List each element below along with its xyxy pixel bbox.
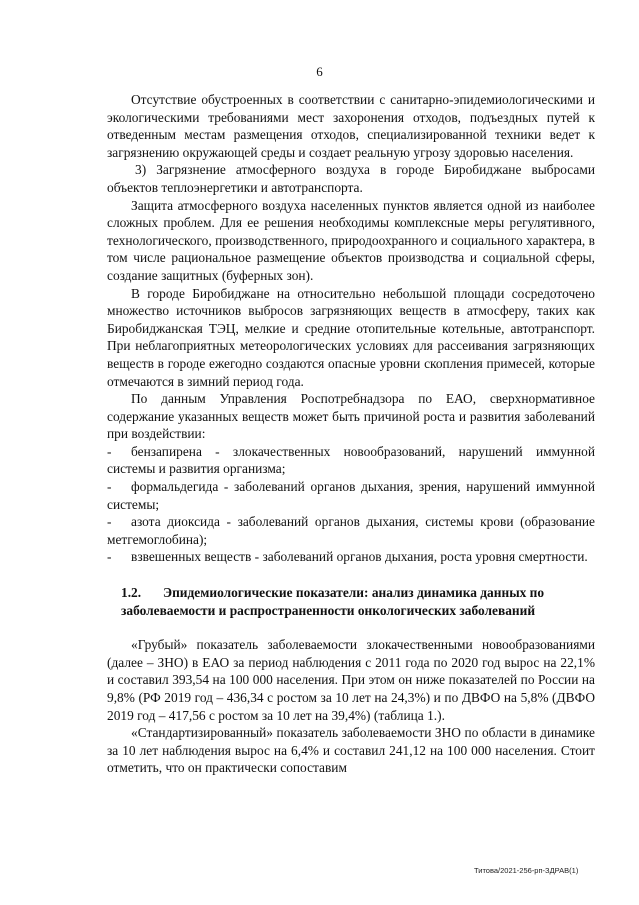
document-body (107, 91, 595, 777)
list-marker: - (107, 479, 112, 495)
list-item-text: бензапирена - злокачественных новообразований, нарушений иммунной системы и развития организма; (107, 443, 595, 477)
list-item-text: взвешенных веществ - заболеваний органов дыхания, роста уровня смертности. (131, 549, 588, 565)
section-heading (107, 584, 595, 619)
paragraph-crude-incidence: «Грубый» показатель заболеваемости злокачественными новообразованиями (далее – ЗНО) в ЕАО за период наблюдения с 2011 года по 2020 год вырос на 22,1% и составил 393,54 на 100 000 населения. При этом он ниже показателей по России на 9,8% (РФ 2019 год – 436,34 с ростом за 10 лет на 24,3%) и по ДВФО на 5,8% (ДВФО 2019 год – 417,56 с ростом за 10 лет на 39,4%) (таблица 1.). (107, 637, 595, 723)
paragraph-air-protection: Защита атмосферного воздуха населенных пунктов является одной из наиболее сложных проблем. Для ее решения необходимы комплексные меры регулятивного, технологического, производственного, природоохранного и социального характера, в том числе рациональное размещение объектов производства и социальной сферы, создание защитных (буферных зон). (107, 197, 595, 283)
list-item-text: формальдегида - заболеваний органов дыхания, зрения, нарушений иммунной системы; (107, 479, 595, 512)
page-number: 6 (316, 64, 323, 79)
paragraph-standardized-incidence: «Стандартизированный» показатель заболеваемости ЗНО по области в динамике за 10 лет наблюдения вырос на 6,4% и составил 241,12 на 100 000 населения. Стоит отметить, что он практически сопоставим (107, 725, 595, 776)
list-marker: - (107, 549, 112, 565)
list-item (107, 513, 595, 548)
document-footer-code: Титова/2021-256-рп-ЗДРАВ(1) (474, 866, 579, 875)
paragraph-rospotrebnadzor: По данным Управления Роспотребнадзора по ЕАО, сверхнормативное содержание указанных веществ может быть причиной роста и развития заболеваний при воздействии: (107, 391, 595, 442)
paragraph-air-pollution-item: 3) Загрязнение атмосферного воздуха в городе Биробиджане выбросами объектов теплоэнергетики и автотранспорта. (107, 162, 595, 195)
section-title: Эпидемиологические показатели: анализ динамика данных по заболеваемости и распространенности онкологических заболеваний (121, 585, 545, 618)
paragraph-waste: Отсутствие обустроенных в соответствии с санитарно-эпидемиологическими и экологическими требованиями мест захоронения отходов, подъездных путей к отведенным местам размещения отходов, специализированной техники ведет к загрязнению окружающей среды и создает реальную угрозу здоровью населения. (107, 92, 595, 160)
list-item-text: азота диоксида - заболеваний органов дыхания, системы крови (образование метгемоглобина); (107, 514, 595, 547)
paragraph-birobidzhan-sources: В городе Биробиджане на относительно небольшой площади сосредоточено множество источников выбросов загрязняющих веществ в атмосферу, таких как Биробиджанская ТЭЦ, мелкие и средние отопительные котельные, автотранспорт. При неблагоприятных метеорологических условиях для рассеивания загрязняющих веществ в городе ежегодно создаются опасные уровни скопления примесей, которые отмечаются в зимний период года. (107, 285, 595, 389)
list-item (107, 443, 595, 478)
list-item (107, 548, 595, 566)
section-number: 1.2. (121, 585, 142, 601)
list-marker: - (107, 443, 112, 459)
list-marker: - (107, 514, 112, 530)
list-item (107, 478, 595, 513)
